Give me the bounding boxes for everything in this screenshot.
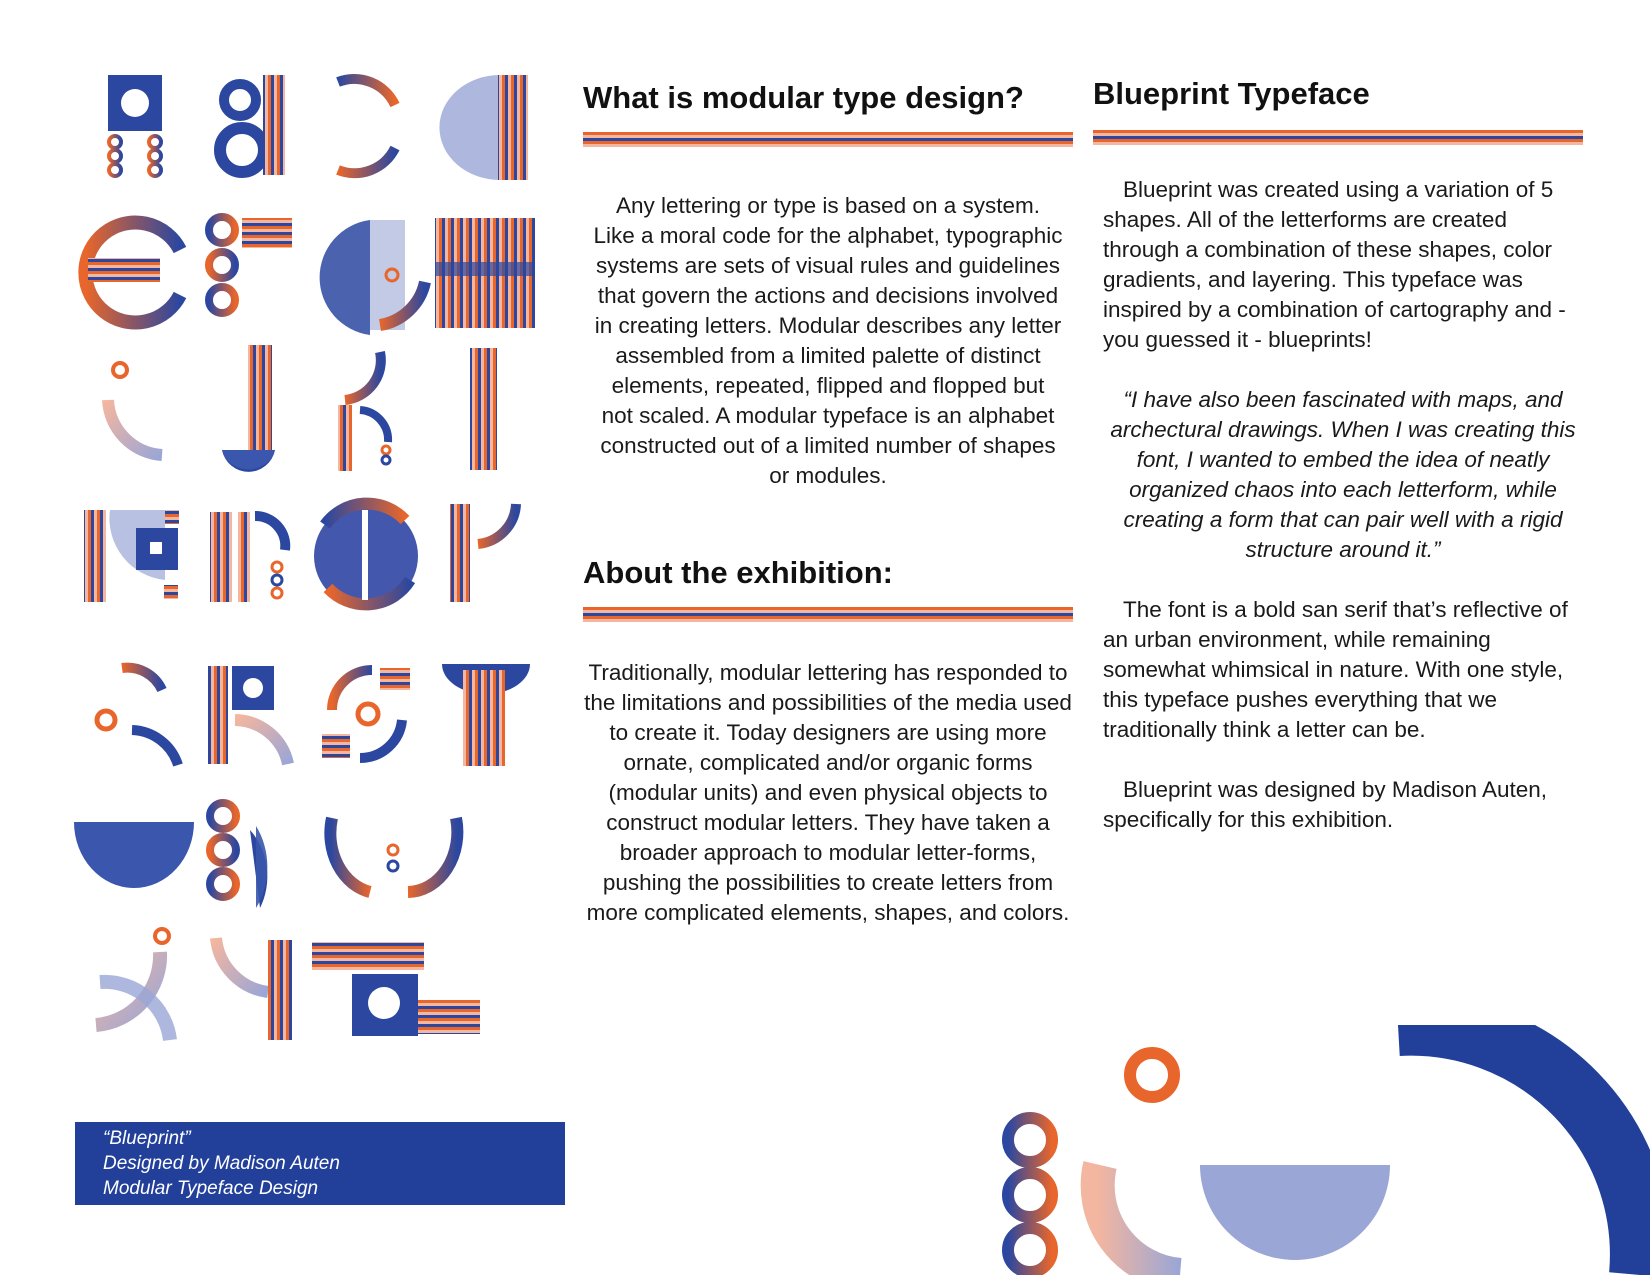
glyph-h bbox=[435, 218, 535, 328]
glyph-w bbox=[330, 818, 457, 892]
glyph-v bbox=[210, 803, 267, 908]
glyph-j bbox=[222, 345, 275, 472]
glyph-u bbox=[74, 822, 194, 888]
glyph-m bbox=[84, 510, 179, 602]
stripe-divider bbox=[583, 607, 1073, 622]
glyph-p bbox=[450, 504, 516, 602]
large-arc-shape bbox=[1398, 1025, 1641, 1275]
arc-shape bbox=[1098, 1165, 1180, 1275]
glyph-g bbox=[320, 220, 425, 335]
ring-shape bbox=[1130, 1053, 1174, 1097]
stripe-divider bbox=[583, 132, 1073, 147]
glyph-x bbox=[96, 929, 170, 1040]
glyph-b bbox=[220, 75, 285, 175]
glyph-c bbox=[338, 79, 395, 173]
exhibition-description: Traditionally, modular lettering has responded to the limitations and possibilities of the media used to create it. Today designers are using more ornate, complicated and/or organic forms (modular units) and even physical objects to construct modular letters. They have taken a broader approach to modular letter-forms, pushing the possibilities to create letters from more complicated elements, shapes, and colors. bbox=[584, 660, 1072, 925]
font-description: The font is a bold san serif that’s reflective of an urban environment, while remaining somewhat whimsical in nature. With one style, this typeface pushes everything that we traditionally think a letter can be. bbox=[1103, 597, 1568, 742]
glyph-k bbox=[338, 352, 390, 471]
glyph-i bbox=[108, 363, 162, 455]
glyph-d bbox=[439, 75, 528, 180]
glyph-z bbox=[312, 942, 480, 1036]
caption-box bbox=[75, 1122, 565, 1205]
glyph-t bbox=[442, 664, 530, 766]
caption-subtitle: Modular Typeface Design bbox=[103, 1178, 319, 1199]
designer-credit: Blueprint was designed by Madison Auten, specifically for this exhibition. bbox=[1103, 777, 1548, 832]
glyph-illustration bbox=[70, 70, 570, 1100]
decorative-glyph-fragments bbox=[1000, 1025, 1650, 1275]
glyph-s bbox=[322, 668, 410, 758]
caption-title: “Blueprint” bbox=[103, 1128, 191, 1149]
glyph-a bbox=[108, 75, 162, 176]
section-heading-blueprint: Blueprint Typeface bbox=[1093, 76, 1370, 111]
stripe-divider bbox=[1093, 130, 1583, 145]
section-heading-exhibition: About the exhibition: bbox=[583, 555, 893, 590]
section-heading-modular: What is modular type design? bbox=[583, 80, 1024, 115]
modular-description: Any lettering or type is based on a system. Like a moral code for the alphabet, typographic systems are sets of visual rules and guidelines that govern the actions and decisions involved in creating letters. Modular describes any letter assembled from a limited palette of distinct elements, repeated, flipped and flopped but not scaled. A modular typeface is an alphabet constructed out of a limited number of shapes or modules. bbox=[593, 193, 1063, 488]
glyph-l bbox=[470, 348, 497, 470]
blueprint-intro: Blueprint was created using a variation of 5 shapes. All of the letterforms are created through a combination of these shapes, color gradients, and layering. This typeface was inspired by a combination of cartography and - you guessed it - blueprints! bbox=[1103, 177, 1566, 352]
right-column bbox=[1093, 78, 1593, 835]
designer-quote: “I have also been fascinated with maps, and archectural drawings. When I was creating this font, I wanted to embed the idea of neatly organized chaos into each letterform, while creating a form that can pair well with a rigid structure around it.” bbox=[1110, 387, 1576, 562]
glyph-f bbox=[209, 217, 292, 313]
glyph-n bbox=[210, 512, 285, 602]
glyph-q bbox=[97, 668, 178, 765]
alphabet-glyph-grid bbox=[70, 70, 570, 1100]
glyph-y bbox=[216, 938, 292, 1040]
glyph-e bbox=[85, 223, 180, 323]
caption-designer: Designed by Madison Auten bbox=[103, 1153, 340, 1174]
middle-column bbox=[583, 78, 1073, 928]
glyph-r bbox=[208, 666, 288, 764]
half-circle-shape bbox=[1200, 1165, 1390, 1260]
glyph-o bbox=[314, 504, 418, 608]
